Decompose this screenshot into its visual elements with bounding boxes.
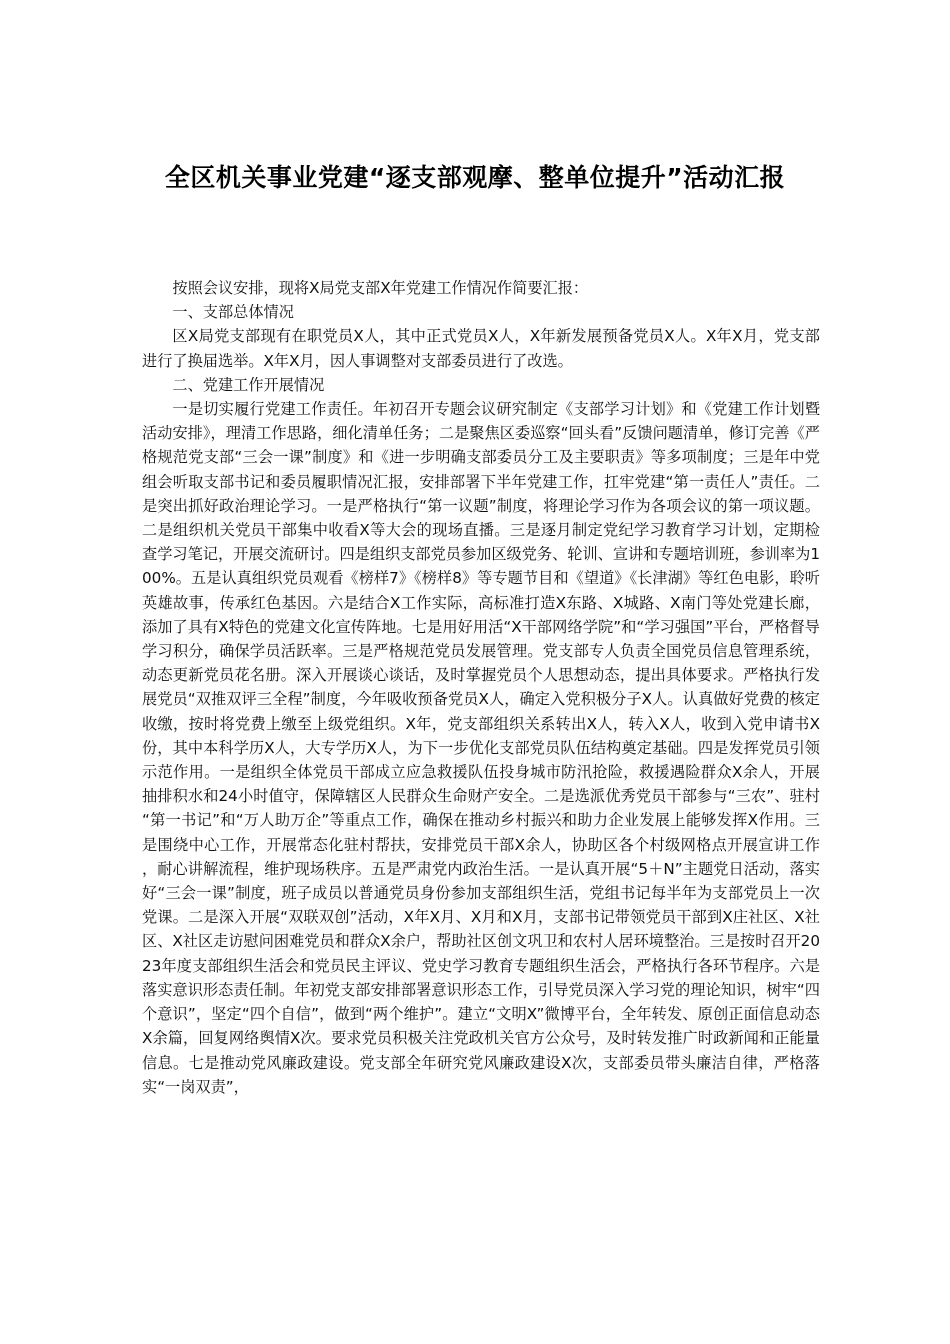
intro-paragraph: 按照会议安排，现将X局党支部X年党建工作情况作简要汇报： [172, 279, 589, 297]
overview-paragraph: 区X局党支部现有在职党员X人，其中正式党员X人，X年新发展预备党员X人。X年X月，党支部进行了换届选举。X年X月，因人事调整对支部委员进行了改选。 [142, 327, 820, 370]
document-title: 全区机关事业党建“逐支部观摩、整单位提升”活动汇报 [164, 163, 786, 192]
work-paragraph: 一是切实履行党建工作责任。年初召开专题会议研究制定《支部学习计划》和《党建工作计划暨活动安排》，理清工作思路，细化清单任务；二是聚焦区委巡察“回头看”反馈问题清单，修订完善《严格规范党支部“三会一课”制度》和《进一步明确支部委员分工及主要职责》等多项制度；三是年中党组会听取支部书记和委员履职情况汇报，安排部署下半年党建工作，扛牢党建“第一责任人”责任。二是突出抓好政治理论学习。一是严格执行“第一议题”制度，将理论学习作为各项会议的第一项议题。二是组织机关党员干部集中收看X等大会的现场直播。三是逐月制定党纪学习教育学习计划，定期检查学习笔记，开展交流研讨。四是组织支部党员参加区级党务、轮训、宣讲和专题培训班，参训率为100%。五是认真组织党员观看《榜样7》《榜样8》等专题节目和《望道》《长津湖》等红色电影，聆听英雄故事，传承红色基因。六是结合X工作实际，高标准打造X东路、X城路、X南门等处党建长廊，添加了具有X特色的党建文化宣传阵地。七是用好用活“X干部网络学院”和“学习强国”平台，严格督导学习积分，确保学员活跃率。三是严格规范党员发展管理。党支部专人负责全国党员信息管理系统，动态更新党员花名册。深入开展谈心谈话，及时掌握党员个人思想动态，提出具体要求。严格执行发展党员“双推双评三全程”制度，今年吸收预备党员X人，确定入党积极分子X人。认真做好党费的核定收缴，按时将党费上缴至上级党组织。X年，党支部组织关系转出X人，转入X人，收到入党申请书X份，其中本科学历X人，大专学历X人，为下一步优化支部党员队伍结构奠定基础。四是发挥党员引领示范作用。一是组织全体党员干部成立应急救援队伍投身城市防汛抢险，救援遇险群众X余人，开展抽排积水和24小时值守，保障辖区人民群众生命财产安全。二是选派优秀党员干部参与“三农”、驻村“第一书记”和“万人助万企”等重点工作，确保在推动乡村振兴和助力企业发展上能够发挥X作用。三是围绕中心工作，开展常态化驻村帮扶，安排党员干部X余人，协助区各个村级网格点开展宣讲工作，耐心讲解流程，维护现场秩序。五是严肃党内政治生活。一是认真开展“5＋N”主题党日活动，落实好“三会一课”制度，班子成员以普通党员身份参加支部组织生活，党组书记每半年为支部党员上一次党课。二是深入开展“双联双创”活动，X年X月、X月和X月，支部书记带领党员干部到X庄社区、X社区、X社区走访慰问困难党员和群众X余户，帮助社区创文巩卫和农村人居环境整治。三是按时召开2023年度支部组织生活会和党员民主评议、党史学习教育专题组织生活会，严格执行各环节程序。六是落实意识形态责任制。年初党支部安排部署意识形态工作，引导党员深入学习党的理论知识，树牢“四个意识”，坚定“四个自信”，做到“两个维护”。建立“文明X”微博平台，全年转发、原创正面信息动态X余篇，回复网络舆情X次。要求党员积极关注党政机关官方公众号，及时转发推广时政新闻和正能量信息。七是推动党风廉政建设。党支部全年研究党风廉政建设X次，支部委员带头廉洁自律，严格落实“一岗双责”， [142, 400, 821, 1096]
section-heading-work: 二、党建工作开展情况 [172, 375, 325, 394]
document-body [142, 276, 820, 1099]
section-heading-overview: 一、支部总体情况 [172, 303, 294, 322]
